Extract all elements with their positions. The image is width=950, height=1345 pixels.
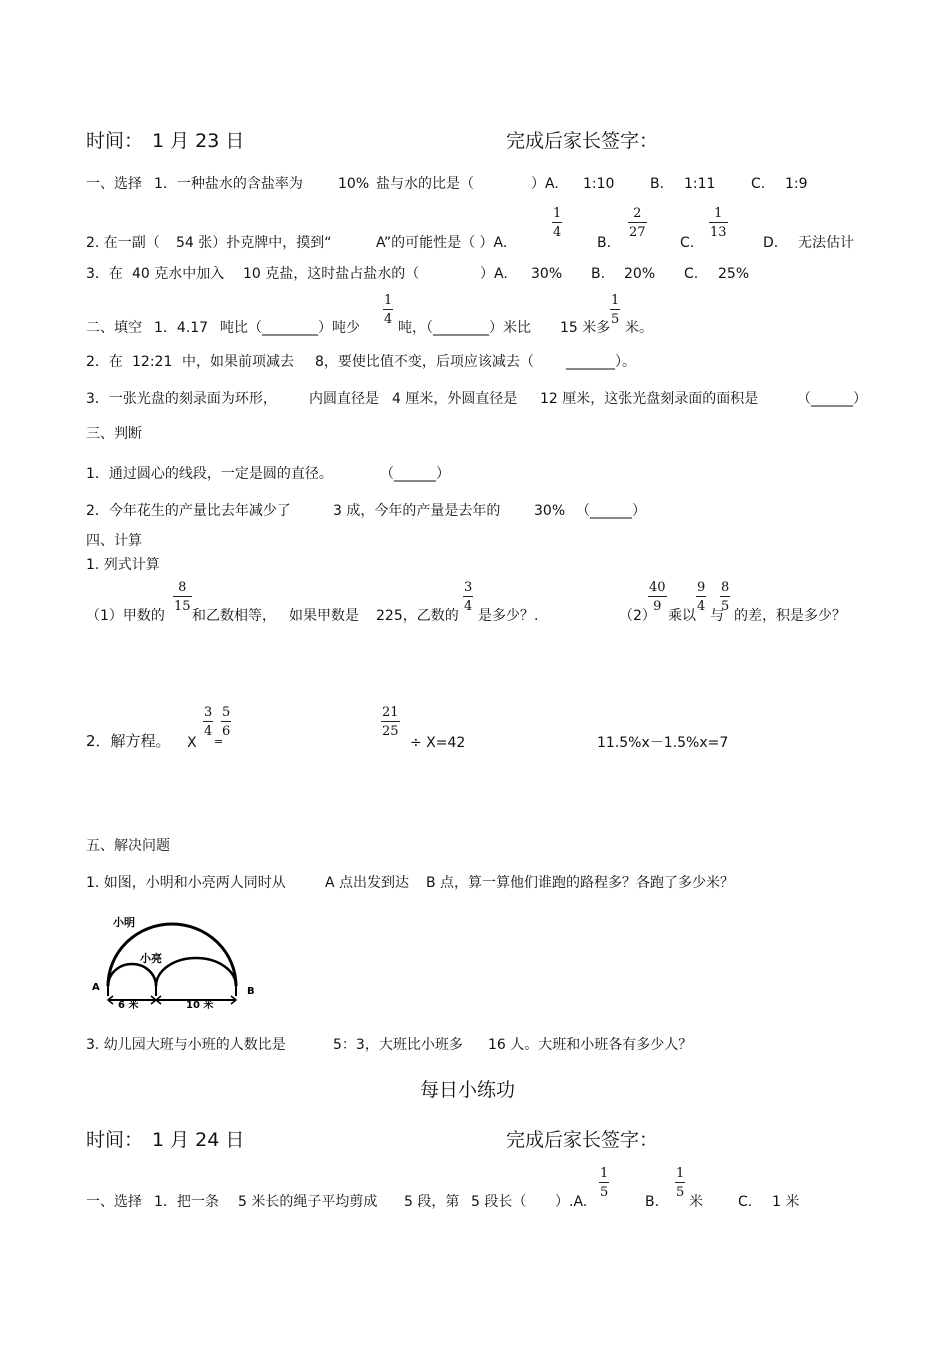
q1-3-option-b-label: B. — [591, 266, 606, 282]
s5-q1-tail: B 点，算一算他们谁跑的路程多？各跑了多少米？ — [426, 875, 735, 891]
small-semicircle-left — [108, 964, 156, 986]
q2-2-num: 2．在 — [86, 354, 123, 370]
equation-1-fraction-2: 5 6 — [222, 705, 231, 739]
calc-p2-fraction-2: 9 4 — [697, 580, 706, 614]
calc-p1-fraction-2: 3 4 — [464, 580, 473, 614]
q3-2-pct: 30% — [534, 503, 566, 519]
section-judge-heading: 三、判断 — [86, 426, 142, 442]
q1-1-tail: 盐与水的比是（ — [376, 176, 474, 192]
equation-1-eq: = — [214, 735, 224, 748]
q2-3-tail: 12 厘米，这张光盘刻录面的面积是 — [540, 391, 759, 407]
day2-q1-close: ）.A. — [555, 1194, 588, 1210]
q1-3-option-b: 20% — [624, 266, 656, 282]
day2-time-label: 时间： — [86, 1129, 144, 1151]
q2-3-inner: 内圆直径是 — [309, 391, 379, 407]
q1-3-text: 3．在 — [86, 266, 123, 282]
q2-2-mid: 中，如果前项减去 — [182, 354, 294, 370]
equation-2-fraction: 21 25 — [382, 705, 399, 739]
calc-p2-mul: 乘以 — [668, 608, 696, 624]
calc-p2-tail: 的差，积是多少？ — [734, 608, 846, 624]
route-diagram — [86, 908, 266, 1018]
equation-2-tail: ÷ X=42 — [410, 735, 466, 751]
q1-1-close: ）A. — [531, 176, 559, 192]
q1-2-fraction-b: 2 27 — [629, 206, 646, 240]
q2-1-part2: 吨，（________）米比 — [398, 320, 531, 336]
q1-3-tail: 10 克盐，这时盐占盐水的（ — [243, 266, 420, 282]
day2-q1-text: 1．把一条 — [154, 1194, 219, 1210]
day2-title: 每日小练功 — [420, 1079, 516, 1101]
q1-2-mid: 54 张）扑克牌中，摸到“ — [176, 235, 332, 251]
section-solve-heading: 五、解决问题 — [86, 838, 170, 854]
q1-3-option-c-label: C. — [684, 266, 699, 282]
calc-p2-fraction-1: 40 9 — [649, 580, 666, 614]
q1-3-water: 40 克水中加入 — [132, 266, 225, 282]
big-semicircle — [108, 924, 236, 986]
point-a-label: A — [92, 982, 100, 993]
s5-q3-tail: 16 人。大班和小班各有多少人？ — [488, 1037, 693, 1053]
parent-signature-label: 完成后家长签字： — [506, 130, 659, 152]
q1-2-tail: A”的可能性是（ ）A. — [376, 235, 508, 251]
calc-p1-if: 如果甲数是 — [289, 608, 359, 624]
calc-p1-tail: 是多少？. — [478, 608, 539, 624]
day2-q1-option-c: 1 米 — [772, 1194, 800, 1210]
equation-heading: 2．解方程。 — [86, 732, 171, 750]
section-calc-heading: 四、计算 — [86, 533, 142, 549]
calc-p2-fraction-3: 8 5 — [721, 580, 730, 614]
date: 1 月 23 日 — [152, 130, 245, 152]
day2-q1-th: 5 段长（ — [471, 1194, 527, 1210]
day2-q1-fraction-b: 1 5 — [676, 1166, 685, 1200]
q2-1-num: 1．4.17 — [154, 320, 209, 336]
distance-10-label: 10 米 — [186, 1000, 214, 1011]
q1-2-fraction-a: 1 4 — [553, 206, 562, 240]
equation-3: 11.5%x－1.5%x=7 — [597, 735, 729, 751]
s5-q3-text: 3. 幼儿园大班与小班的人数比是 — [86, 1037, 286, 1053]
day2-q1-option-b-label: B. — [645, 1194, 660, 1210]
q2-1-part4: 米。 — [625, 320, 653, 336]
time-label: 时间： — [86, 130, 144, 152]
s5-q1-mid: A 点出发到达 — [325, 875, 410, 891]
q1-1-option-c: 1:9 — [785, 176, 808, 192]
q1-2-fraction-c: 1 13 — [710, 206, 727, 240]
s5-q3-ratio: 5：3，大班比小班多 — [333, 1037, 463, 1053]
q2-1-part3: 15 米多 — [560, 320, 611, 336]
equation-1-fraction-1: 3 4 — [204, 705, 213, 739]
q2-3-blank: （______） — [797, 391, 867, 407]
q1-2-option-d-label: D. — [763, 235, 779, 251]
xiaoliang-label: 小亮 — [140, 952, 162, 965]
q2-2-ratio: 12:21 — [132, 354, 173, 370]
day2-q1-option-c-label: C. — [738, 1194, 753, 1210]
equation-1-x: X — [187, 735, 197, 751]
q2-1-fraction-2: 1 5 — [611, 293, 620, 327]
q1-1-pct: 10% — [338, 176, 370, 192]
calc-p1-number: 225，乙数的 — [376, 608, 459, 624]
q2-1-part1: 吨比（________）吨少 — [220, 320, 360, 336]
q2-3-mid: 4 厘米，外圆直径是 — [392, 391, 518, 407]
day2-q1-seg: 5 段，第 — [404, 1194, 460, 1210]
section-fill-heading: 二、填空 — [86, 320, 142, 336]
q3-1-blank: （______） — [380, 466, 450, 482]
day2-q1-fraction-a: 1 5 — [600, 1166, 609, 1200]
s5-q1-text: 1. 如图，小明和小亮两人同时从 — [86, 875, 286, 891]
q1-2-option-b-label: B. — [597, 235, 612, 251]
q1-2-text: 2. 在一副（ — [86, 235, 160, 251]
calc-p1-mid: 和乙数相等， — [192, 608, 276, 624]
calc-p2-lead: （2） — [619, 608, 656, 624]
q2-2-tail: 8，要使比值不变，后项应该减去（ — [315, 354, 534, 370]
q1-1-option-a: 1:10 — [583, 176, 615, 192]
calc-p2-and: 与 — [710, 608, 724, 624]
q3-2-mid: 3 成，今年的产量是去年的 — [333, 503, 501, 519]
q2-2-blank: _______）。 — [566, 354, 636, 370]
calc-sub1: 1. 列式计算 — [86, 557, 160, 573]
q1-3-close: ）A. — [480, 266, 508, 282]
q3-2-text: 2．今年花生的产量比去年减少了 — [86, 503, 291, 519]
day2-q1-len: 5 米长的绳子平均剪成 — [238, 1194, 378, 1210]
day2-q1-option-b-unit: 米 — [689, 1194, 703, 1210]
calc-p1-fraction-1: 8 15 — [174, 580, 191, 614]
xiaoming-label: 小明 — [113, 916, 135, 929]
q3-2-blank: （______） — [576, 503, 646, 519]
q1-3-option-a: 30% — [531, 266, 563, 282]
q3-1-text: 1．通过圆心的线段，一定是圆的直径。 — [86, 466, 333, 482]
section-choice-heading: 一、选择 — [86, 176, 142, 192]
calc-p1-lead: （1）甲数的 — [86, 608, 165, 624]
day2-date: 1 月 24 日 — [152, 1129, 245, 1151]
q1-1-option-b-label: B. — [650, 176, 665, 192]
distance-6-label: 6 米 — [118, 1000, 139, 1011]
q1-1-text: 1．一种盐水的含盐率为 — [154, 176, 303, 192]
day2-choice-heading: 一、选择 — [86, 1194, 142, 1210]
q1-3-option-c: 25% — [718, 266, 750, 282]
q1-2-option-d: 无法估计 — [798, 235, 854, 251]
point-b-label: B — [247, 986, 255, 997]
q1-1-option-c-label: C. — [751, 176, 766, 192]
day2-parent-signature-label: 完成后家长签字： — [506, 1129, 659, 1151]
q2-3-num: 3．一张光盘的刻录面为环形， — [86, 391, 277, 407]
q1-1-option-b: 1:11 — [684, 176, 716, 192]
q1-2-option-c-label: C. — [680, 235, 695, 251]
q2-1-fraction-1: 1 4 — [384, 293, 393, 327]
small-semicircle-right — [156, 958, 236, 986]
